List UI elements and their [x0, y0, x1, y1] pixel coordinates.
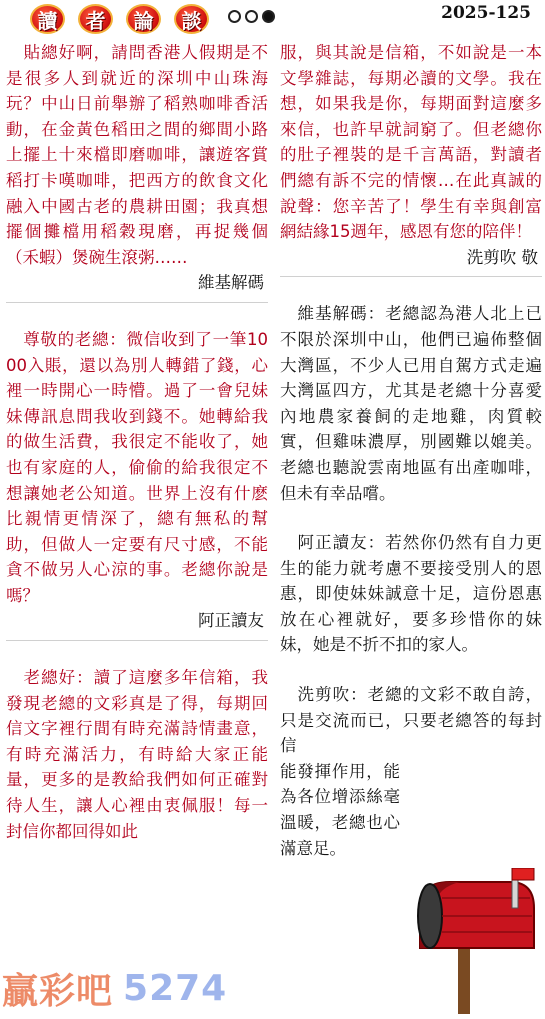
letter-text: 尊敬的老總：微信收到了一筆1000入賬，還以為別人轉錯了錢，心裡一時開心一時懵。過了一會兒妹妹傳訊息問我收到錢不。她轉給我的做生活費，我很定不能收了，她也有家庭的人，偷偷的給我很定不想讓她老公知道。世界上沒有什麽比親情更情深了，總有無私的幫助，但做人一定要有尺寸感，不能貪不做另人心涼的事。老總你說是嗎？ — [6, 329, 268, 605]
dot-icon — [245, 10, 258, 23]
letter-signature: 阿正讀友 — [198, 611, 264, 631]
reply-text: 阿正讀友：若然你仍然有自力更生的能力就考慮不要接受別人的恩惠，即使妹妹誠意十足，這份恩惠放在心裡就好，要多珍惜你的妹妹，她是不折不扣的家人。 — [280, 533, 542, 655]
dot-filled-icon — [262, 10, 275, 23]
watermark-number: 5274 — [123, 967, 228, 1009]
reply-text: 維基解碼：老總認為港人北上已不限於深圳中山，他們已遍佈整個大灣區，不少人已用自駕方式走遍大灣區四方，尤其是老總十分喜愛內地農家養飼的走地雞，肉質較實，但雞味濃厚，別國難以媲美。老總也聽說雲南地區有出產咖啡，但未有幸品嚐。 — [280, 304, 542, 503]
letter-signature: 維基解碼 — [198, 273, 264, 293]
mailbox-icon — [400, 868, 540, 1014]
letter-signature: 洗剪吹 敬 — [466, 247, 538, 267]
column-header — [0, 0, 545, 36]
decorative-dots — [228, 10, 275, 23]
reply-text: 洗剪吹：老總的文彩不敢自誇，只是交流而已，只要老總答的每封信 — [280, 685, 542, 756]
letter-text: 服，與其說是信箱，不如說是一本文學雜誌，每期必讀的文學。我在想，如果我是你，每期面對這麼多來信，也許早就詞窮了。但老總你的肚子裡裝的是千言萬語，對讀者們總有訴不完的情懷…在此真誠的說聲：您辛苦了！學生有幸與創富網結緣15週年，感恩有您的陪伴！ — [280, 43, 542, 242]
issue-number: 2025-125 — [441, 3, 531, 23]
letter-text: 貼總好啊，請問香港人假期是不是很多人到就近的深圳中山珠海玩？中山日前舉辦了稻熟咖啡香活動，在金黃色稻田之間的鄉間小路上擺上十來檔即磨咖啡，讓遊客賞稻打卡嘆咖啡，把西方的飲食文化融入中國古老的農耕田園；我真想擺個攤檔用稻穀現磨，再捉幾個（禾蝦）煲碗生滾粥…… — [6, 43, 268, 267]
left-column — [6, 40, 268, 844]
title-badge: 者 — [78, 4, 113, 34]
letter-text: 老總好：讀了這麼多年信箱，我發現老總的文彩真是了得，每期回信文字裡行間有時充滿詩情畫意，有時充滿活力，有時給大家正能量，更多的是教給我們如何正確對待人生，讓人心裡由衷佩服！每一封信你都回得如此 — [6, 668, 268, 841]
right-column — [280, 40, 542, 861]
title-badge: 論 — [126, 4, 161, 34]
dot-icon — [228, 10, 241, 23]
watermark-brand: 贏彩吧 — [2, 970, 114, 1012]
watermark — [2, 962, 272, 1014]
title-badge: 談 — [174, 4, 209, 34]
reply-text: 能發揮作用，能為各位增添絲毫溫暖，老總也心滿意足。 — [280, 761, 400, 858]
title-badge: 讀 — [30, 4, 65, 34]
